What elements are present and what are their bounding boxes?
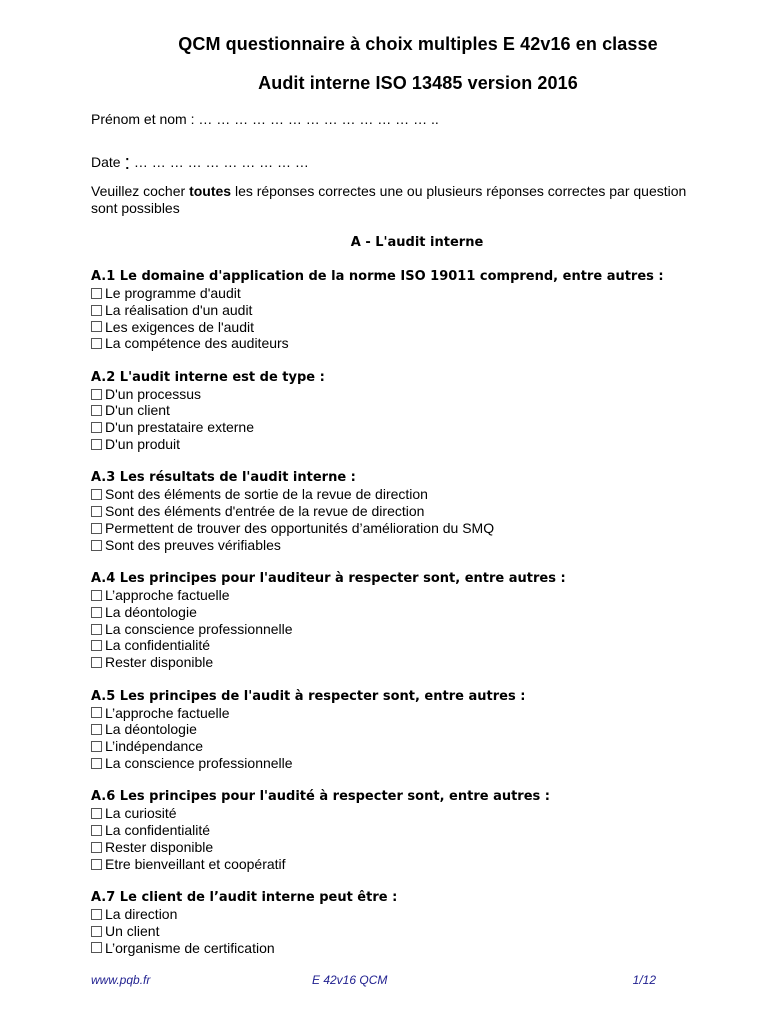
answer-checkbox[interactable]	[91, 405, 102, 416]
answer-option	[91, 319, 731, 336]
answer-option	[91, 923, 731, 940]
answer-checkbox[interactable]	[91, 288, 102, 299]
answer-label: Un client	[105, 922, 160, 939]
date-colon: :	[124, 152, 131, 174]
date-label: Date	[91, 154, 121, 170]
answer-checkbox[interactable]	[91, 439, 102, 450]
footer-page-number: 1/12	[632, 973, 656, 987]
question-block	[91, 688, 731, 772]
answer-label: La confidentialité	[105, 822, 211, 839]
instructions-before: Veuillez cocher	[91, 183, 190, 199]
answer-checkbox[interactable]	[91, 724, 102, 735]
answer-label: L’approche factuelle	[105, 587, 230, 604]
answer-option	[91, 537, 731, 554]
name-label: Prénom et nom :	[91, 111, 195, 127]
answer-checkbox[interactable]	[91, 640, 102, 651]
answer-option	[91, 503, 731, 520]
answer-option	[91, 856, 731, 873]
answer-label: Sont des éléments d'entrée de la revue de direction	[105, 503, 425, 520]
answer-label: La confidentialité	[105, 637, 211, 654]
answer-option	[91, 285, 731, 302]
answer-option	[91, 822, 731, 839]
answer-label: D'un client	[105, 402, 170, 419]
answer-option	[91, 335, 731, 352]
answer-checkbox[interactable]	[91, 808, 102, 819]
answer-option	[91, 486, 731, 503]
answer-label: D'un produit	[105, 436, 181, 453]
answer-label: Permettent de trouver des opportunités d’amélioration du SMQ	[105, 519, 495, 536]
answer-label: Sont des éléments de sortie de la revue de direction	[105, 486, 428, 503]
answer-checkbox[interactable]	[91, 926, 102, 937]
answer-checkbox[interactable]	[91, 758, 102, 769]
answer-checkbox[interactable]	[91, 305, 102, 316]
answer-label: La compétence des auditeurs	[105, 335, 289, 352]
date-dots: … … … … … … … … … …	[133, 154, 309, 170]
answer-checkbox[interactable]	[91, 422, 102, 433]
name-field-line	[91, 111, 439, 127]
name-dots: … … … … … … … … … … … … … ..	[198, 111, 439, 127]
answer-checkbox[interactable]	[91, 489, 102, 500]
answer-option	[91, 654, 731, 671]
question-title: A.4 Les principes pour l'auditeur à respecter sont, entre autres :	[91, 571, 566, 587]
question-title: A.7 Le client de l’audit interne peut être :	[91, 889, 398, 905]
answer-label: Rester disponible	[105, 838, 214, 855]
answer-option	[91, 738, 731, 755]
answer-checkbox[interactable]	[91, 657, 102, 668]
footer-website: www.pqb.fr	[91, 973, 151, 987]
answer-option	[91, 906, 731, 923]
instructions-after: les réponses correctes une ou plusieurs réponses correctes par question sont possibles	[91, 183, 687, 216]
answer-label: L’organisme de certification	[105, 939, 275, 956]
answer-label: La réalisation d'un audit	[105, 301, 253, 318]
answer-option	[91, 436, 731, 453]
answer-label: La direction	[105, 905, 178, 922]
answer-checkbox[interactable]	[91, 842, 102, 853]
answer-checkbox[interactable]	[91, 909, 102, 920]
answer-checkbox[interactable]	[91, 523, 102, 534]
answer-label: D'un processus	[105, 385, 202, 402]
answer-label: Le programme d'audit	[105, 285, 241, 301]
answer-label: L’approche factuelle	[105, 704, 230, 721]
answer-checkbox[interactable]	[91, 389, 102, 400]
question-block	[91, 369, 731, 453]
answer-option	[91, 302, 731, 319]
answer-checkbox[interactable]	[91, 321, 102, 332]
answer-label: Sont des preuves vérifiables	[105, 536, 281, 553]
answer-option	[91, 402, 731, 419]
answer-option	[91, 705, 731, 722]
question-block	[91, 469, 731, 553]
instructions-bold: toutes	[189, 183, 232, 199]
instructions	[91, 183, 711, 217]
answer-checkbox[interactable]	[91, 707, 102, 718]
question-title: A.1 Le domaine d'application de la norme ISO 19011 comprend, entre autres :	[91, 269, 664, 284]
answer-label: La déontologie	[105, 603, 197, 620]
page-footer	[91, 973, 656, 989]
answer-label: Les exigences de l'audit	[105, 318, 254, 335]
answer-label: La conscience professionnelle	[105, 620, 293, 637]
answer-option	[91, 637, 731, 654]
document-title: QCM questionnaire à choix multiples E 42v16 en classe	[178, 34, 658, 54]
answer-label: La déontologie	[105, 721, 197, 738]
answer-label: La conscience professionnelle	[105, 754, 293, 771]
answer-option	[91, 520, 731, 537]
answer-label: L’indépendance	[105, 738, 204, 755]
answer-label: Etre bienveillant et coopératif	[105, 855, 286, 872]
question-title: A.5 Les principes de l'audit à respecter sont, entre autres :	[91, 688, 526, 704]
answer-option	[91, 587, 731, 604]
question-block	[91, 889, 731, 956]
answer-option	[91, 621, 731, 638]
answer-checkbox[interactable]	[91, 607, 102, 618]
document-subtitle: Audit interne ISO 13485 version 2016	[258, 73, 578, 93]
question-block	[91, 788, 731, 872]
answer-label: D'un prestataire externe	[105, 419, 254, 436]
answer-checkbox[interactable]	[91, 942, 102, 953]
answer-option	[91, 839, 731, 856]
answer-option	[91, 805, 731, 822]
section-title: A - L'audit interne	[350, 235, 484, 250]
question-title: A.2 L'audit interne est de type :	[91, 369, 325, 385]
answer-option	[91, 386, 731, 403]
question-block	[91, 268, 731, 352]
answer-checkbox[interactable]	[91, 741, 102, 752]
answer-checkbox[interactable]	[91, 859, 102, 870]
answer-checkbox[interactable]	[91, 540, 102, 551]
date-field-line	[91, 150, 309, 173]
answer-label: La curiosité	[105, 805, 177, 822]
question-list	[91, 268, 731, 973]
question-title: A.3 Les résultats de l'audit interne :	[91, 470, 356, 486]
answer-option	[91, 755, 731, 772]
answer-checkbox[interactable]	[91, 825, 102, 836]
question-title: A.6 Les principes pour l'audité à respecter sont, entre autres :	[91, 789, 550, 805]
answer-label: Rester disponible	[105, 654, 214, 671]
answer-checkbox[interactable]	[91, 506, 102, 517]
answer-checkbox[interactable]	[91, 338, 102, 349]
question-block	[91, 570, 731, 671]
answer-option	[91, 604, 731, 621]
answer-option	[91, 940, 731, 957]
answer-checkbox[interactable]	[91, 624, 102, 635]
answer-option	[91, 721, 731, 738]
footer-document-code: E 42v16 QCM	[312, 973, 388, 987]
answer-option	[91, 419, 731, 436]
answer-checkbox[interactable]	[91, 590, 102, 601]
